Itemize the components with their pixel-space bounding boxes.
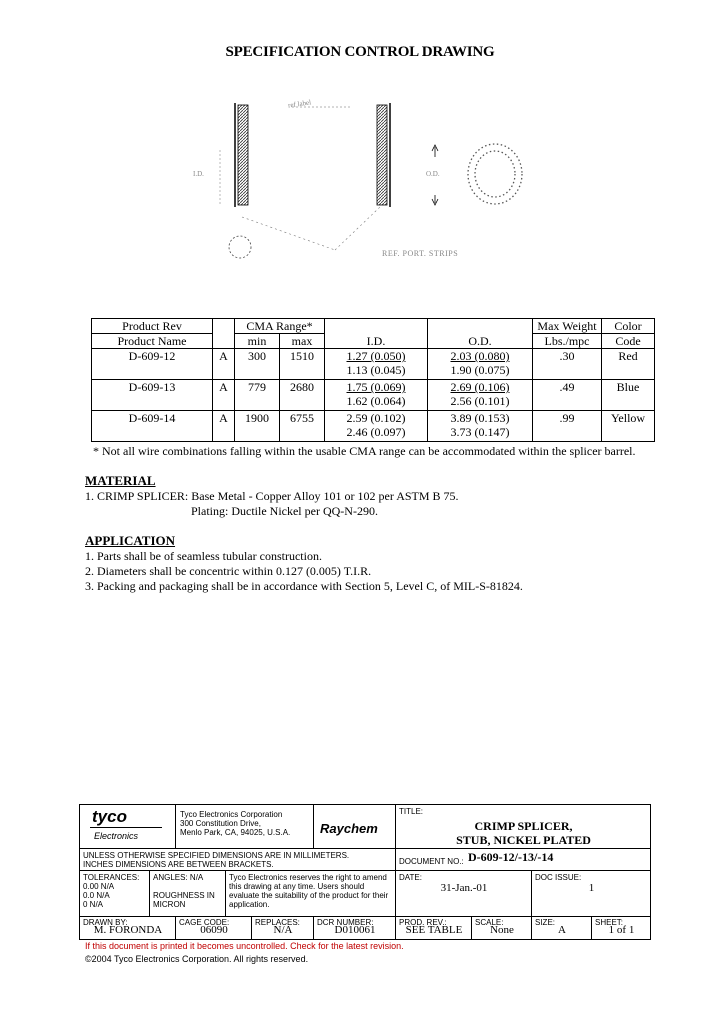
sheet-cell: SHEET: 1 of 1 [595,918,635,936]
tolerances: TOLERANCES: 0.00 N/A 0.0 N/A 0 N/A [80,871,150,917]
title-cell: TITLE: CRIMP SPLICER, STUB, NICKEL PLATED [396,805,651,849]
dimensions-note: UNLESS OTHERWISE SPECIFIED DIMENSIONS ARE IN MILLIMETERS. INCHES DIMENSIONS ARE BETWEEN BRACKETS. [80,849,396,871]
drawing-callout-od: O.D. [426,170,440,178]
reserve-note: Tyco Electronics reserves the right to amend this drawing at any time. Users should evaluate the suitability of the product for their application. [226,871,396,917]
drawing-callout-strips: REF. PORT. STRIPS [382,249,459,258]
table-row: D-609-14 A 1900 6755 2.59 (0.102) 2.46 (0.097) 3.89 (0.153) 3.73 (0.147) .99 Yellow [92,411,655,442]
application-item: 1. Parts shall be of seamless tubular construction. [85,549,322,563]
title-block [79,804,651,940]
th-weight-unit: Lbs./mpc [533,334,602,349]
th-color: Color [602,319,655,334]
tyco-logo: tyco Electronics [80,805,176,849]
material-line-1: 1. CRIMP SPLICER: Base Metal - Copper Alloy 101 or 102 per ASTM B 75. [85,489,459,503]
th-min: min [235,334,280,349]
replaces-cell: REPLACES: N/A [252,917,314,939]
material-heading: MATERIAL [85,473,156,488]
document-number: DOCUMENT NO.: D-609-12/-13/-14 [396,849,651,871]
doc-issue-cell: DOC ISSUE: 1 [532,871,651,917]
size-cell: SIZE: A [532,917,592,939]
th-max: max [280,334,325,349]
table-row: D-609-12 A 300 1510 1.27 (0.050) 1.13 (0.045) 2.03 (0.080) 1.90 (0.075) .30 Red [92,349,655,380]
material-line-2: Plating: Ductile Nickel per QQ-N-290. [191,504,378,518]
tube-wall-right [377,105,387,205]
copyright: ©2004 Tyco Electronics Corporation. All rights reserved. [85,954,309,964]
application-heading: APPLICATION [85,533,176,548]
scale-cell: SCALE: None [472,917,532,939]
application-item: 2. Diameters shall be concentric within 0.127 (0.005) T.I.R. [85,564,372,578]
table-row: D-609-13 A 779 2680 1.75 (0.069) 1.62 (0.064) 2.69 (0.106) 2.56 (0.101) .49 Blue [92,380,655,411]
tube-wall-left [238,105,248,205]
end-view-drawing [465,138,529,210]
th-product-name: Product Name [92,334,213,349]
angles-roughness: ANGLES: N/A ROUGHNESS IN MICRON [150,871,226,917]
th-color-code: Code [602,334,655,349]
company-address: Tyco Electronics Corporation 300 Constitution Drive, Menlo Park, CA, 94025, U.S.A. [176,805,314,849]
table-note: * Not all wire combinations falling within the usable CMA range can be accommodated within the splicer barrel. [93,444,636,458]
cage-code-cell: CAGE CODE: 06090 [176,917,252,939]
th-cma-range: CMA Range* [235,319,325,334]
dcr-number-cell: DCR NUMBER: D010061 [314,917,396,939]
application-item: 3. Packing and packaging shall be in accordance with Section 5, Level C, of MIL-S-81824. [85,579,523,593]
raychem-logo: Raychem [314,805,396,849]
uncontrolled-warning: If this document is printed it becomes uncontrolled. Check for the latest revision. [85,941,404,951]
drawing-callout-id: I.D. [193,170,204,178]
drawn-by-cell: DRAWN BY: M. FORONDA [80,917,176,939]
th-product-rev: Product Rev [92,319,213,334]
th-max-weight: Max Weight [533,319,602,334]
th-id: I.D. [325,334,428,349]
page-title: SPECIFICATION CONTROL DRAWING [225,44,495,60]
th-od: O.D. [428,334,533,349]
detail-circle [229,236,251,258]
product-drawing [180,95,500,270]
date-cell: DATE: 31-Jan.-01 [396,871,532,917]
spec-table [91,318,655,442]
prod-rev-cell: PROD. REV.: SEE TABLE [396,917,472,939]
drawing-callout-top: ref label [287,98,312,110]
